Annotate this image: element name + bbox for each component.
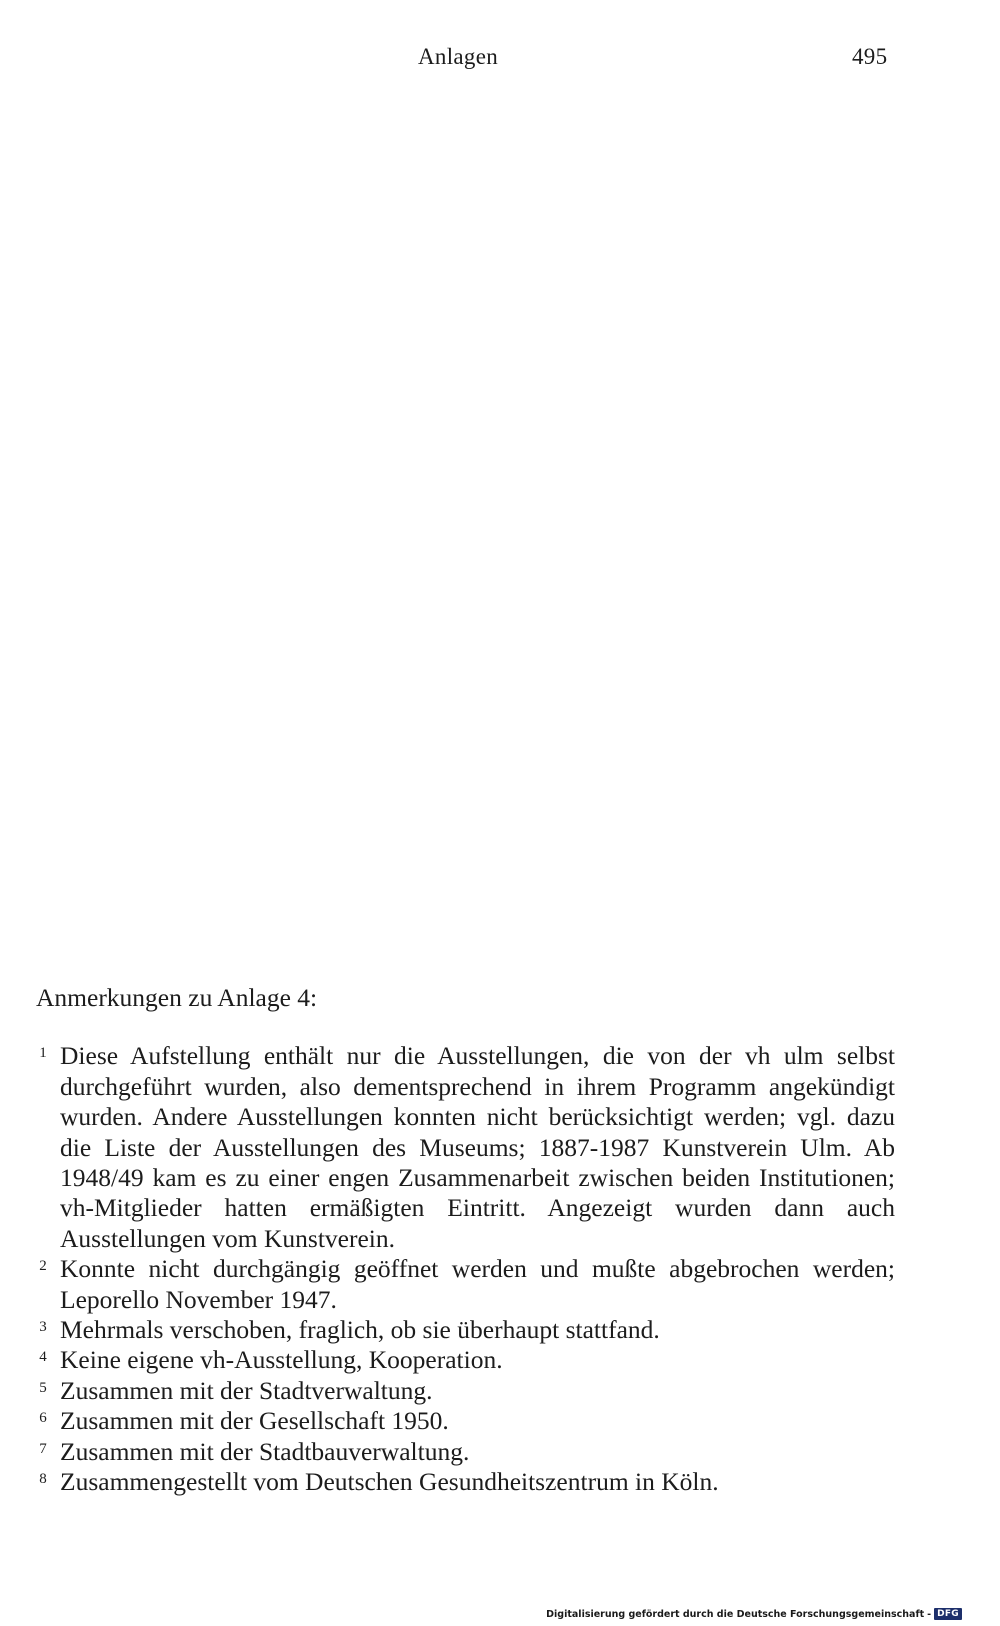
note-2 xyxy=(36,1254,895,1315)
note-number: 7 xyxy=(39,1440,47,1457)
note-text: Zusammen mit der Stadtverwaltung. xyxy=(60,1375,433,1405)
note-number: 4 xyxy=(39,1349,47,1366)
note-number: 1 xyxy=(39,1045,47,1062)
note-number: 6 xyxy=(39,1410,47,1427)
note-text: Konnte nicht durchgängig geöffnet werden und mußte abgebrochen werden; Leporello November 1947. xyxy=(60,1254,895,1314)
note-text: Zusammen mit der Gesellschaft 1950. xyxy=(60,1406,449,1436)
note-text: Keine eigene vh-Ausstellung, Kooperation. xyxy=(60,1345,503,1375)
note-6 xyxy=(36,1406,895,1436)
note-number: 8 xyxy=(39,1471,47,1488)
note-5 xyxy=(36,1376,895,1406)
note-number: 3 xyxy=(39,1319,47,1336)
note-text: Diese Aufstellung enthält nur die Ausstellungen, die von der vh ulm selbst durchgeführt wurden, also dementsprechend in ihrem Programm angekündigt wurden. Andere Ausstellungen konnten nicht berücksichtigt werden; vgl. dazu die Liste der Ausstellungen des Museums; 1887-1987 Kunstverein Ulm. Ab 1948/49 kam es zu einer engen Zusammenarbeit zwischen beiden Institutionen; vh-Mitglieder hatten ermäßigten Eintritt. Angezeigt wurden dann auch Ausstellungen vom Kunstverein. xyxy=(60,1041,895,1253)
note-7 xyxy=(36,1437,895,1467)
note-text: Zusammen mit der Stadtbauverwaltung. xyxy=(60,1436,470,1466)
note-8 xyxy=(36,1467,895,1497)
notes-heading: Anmerkungen zu Anlage 4: xyxy=(36,983,318,1012)
note-number: 2 xyxy=(39,1258,47,1275)
note-number: 5 xyxy=(39,1379,47,1396)
note-3 xyxy=(36,1315,895,1345)
running-head xyxy=(0,44,1000,78)
note-text: Mehrmals verschoben, fraglich, ob sie überhaupt stattfand. xyxy=(60,1315,660,1345)
digitization-credit xyxy=(546,1604,962,1624)
page-number: 495 xyxy=(852,44,888,69)
note-text: Zusammengestellt vom Deutschen Gesundheitszentrum in Köln. xyxy=(60,1467,719,1497)
credit-text: Digitalisierung gefördert durch die Deutsche Forschungsgemeinschaft xyxy=(546,1608,925,1620)
note-1 xyxy=(36,1041,895,1254)
credit-separator: - xyxy=(927,1608,932,1620)
note-4 xyxy=(36,1345,895,1375)
dfg-logo-icon: DFG xyxy=(934,1608,962,1620)
notes-section xyxy=(36,983,895,1498)
running-head-title: Anlagen xyxy=(418,44,499,69)
